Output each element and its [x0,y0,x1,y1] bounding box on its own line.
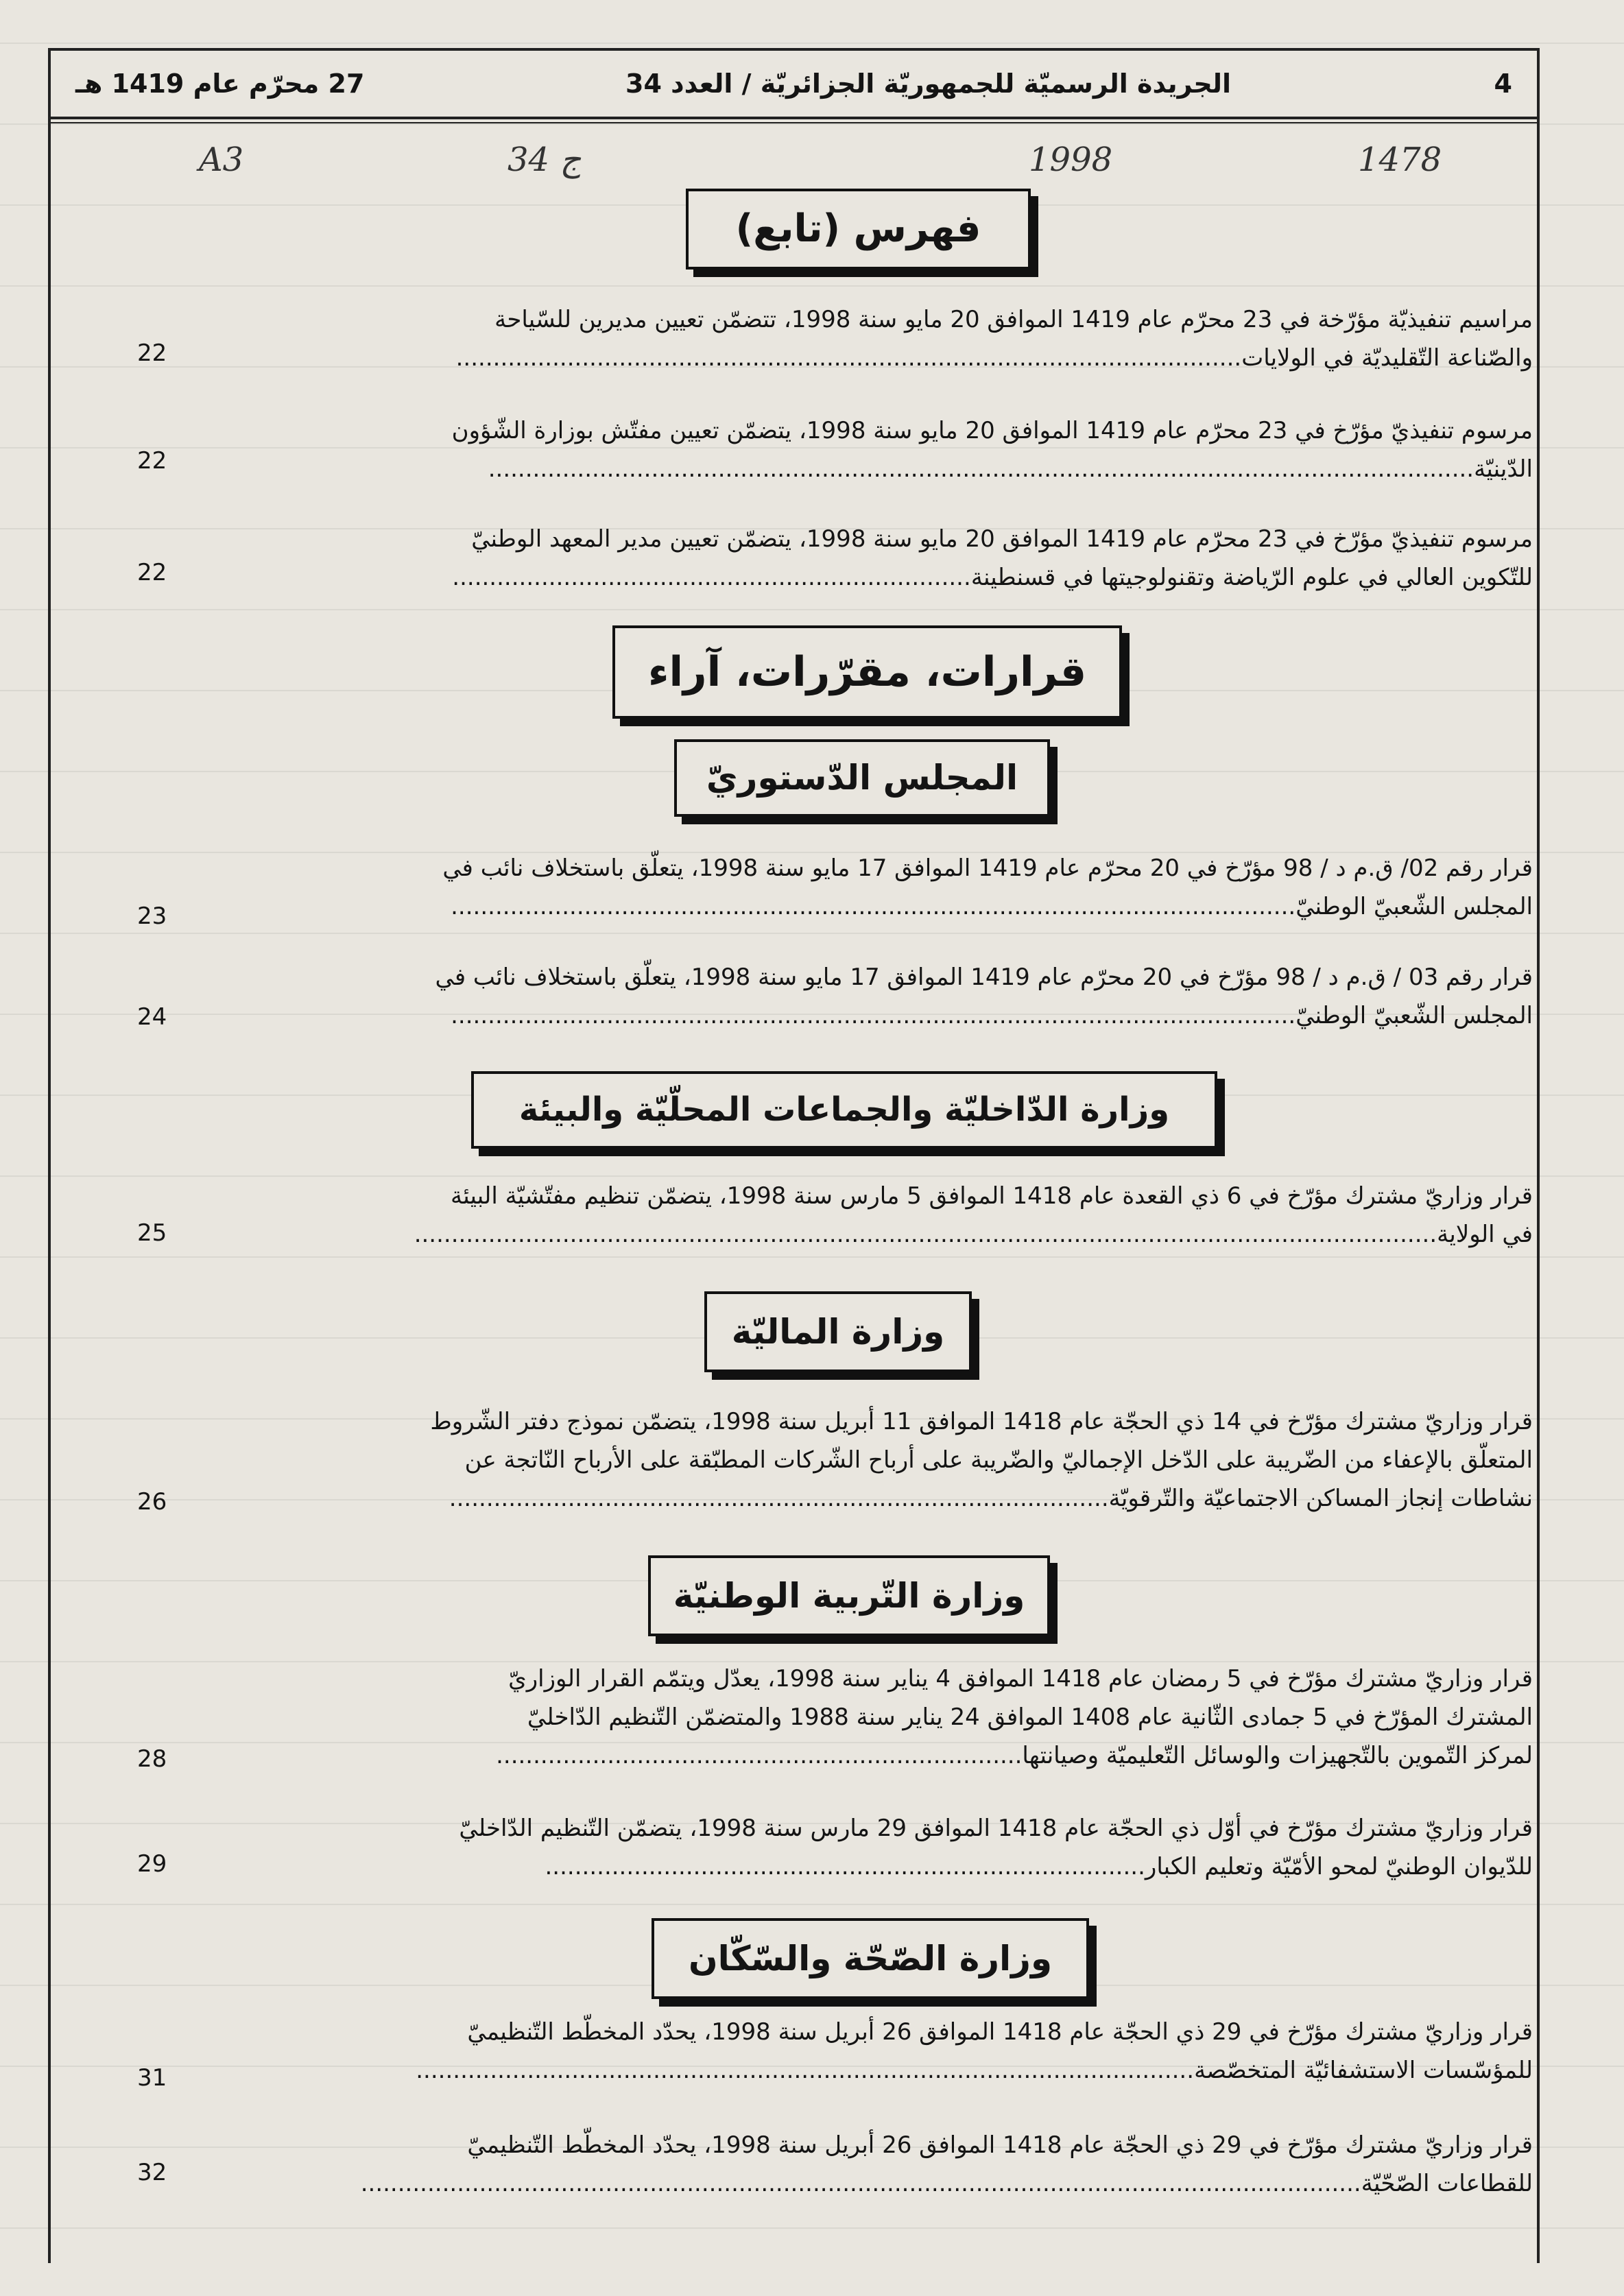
index-entry: قرار وزاريّ مشترك مؤرّخ في 14 ذي الحجّة عام 1418 الموافق 11 أبريل سنة 1998، يتضمّن نموذج دفتر الشّروط المتعلّق بالإعفاء من الضّريبة على الدّخل الإجماليّ والضّريبة على أرباح الشّركات المطبّقة على الأرباح النّاتجة عن نشاطات إنجاز المساكن الاجتماعيّة والتّرقويّة......................................................................................... [430,1408,1533,1512]
index-title: فهرس (تابع) [686,189,1031,270]
entry-page: 29 [137,1850,167,1878]
entry-page: 22 [137,339,167,367]
index-entry: قرار رقم 03 / ق.م د / 98 مؤرّخ في 20 محرّم عام 1419 الموافق 17 مايو سنة 1998، يتعلّق باستخلاف نائب في المجلس الشّعبيّ الوطنيّ.................................................................................................................. [435,964,1533,1029]
education-ministry-title: وزارة التّربية الوطنيّة [648,1555,1050,1636]
entry-page: 28 [137,1745,167,1773]
index-entry: قرار وزاريّ مشترك مؤرّخ في 29 ذي الحجّة عام 1418 الموافق 26 أبريل سنة 1998، يحدّد المخطّط التّنظيميّ للقطاعات الصّحّيّة....................................................................................................................................... [360,2131,1533,2197]
entry-page: 22 [137,559,167,586]
handwritten-note-1: 1478 [1358,141,1442,179]
handwritten-note-3: 34 ج [508,141,582,179]
entry-page: 32 [137,2159,167,2186]
page-number: 4 [1494,69,1512,99]
interior-ministry-title: وزارة الدّاخليّة والجماعات المحلّيّة والبيئة [471,1071,1217,1149]
index-entry: مرسوم تنفيذيّ مؤرّخ في 23 محرّم عام 1419 الموافق 20 مايو سنة 1998، يتضمّن تعيين مفتّش بوزارة الشّؤون الدّينيّة..................................................................................................................................... [451,417,1533,483]
index-entry: قرار وزاريّ مشترك مؤرّخ في 29 ذي الحجّة عام 1418 الموافق 26 أبريل سنة 1998، يحدّد المخطّط التّنظيميّ للمؤسّسات الاستشفائيّة المتخصّصة......................................................................................................... [416,2018,1533,2084]
header-rule [48,117,1540,119]
index-entry: مرسوم تنفيذيّ مؤرّخ في 23 محرّم عام 1419 الموافق 20 مايو سنة 1998، يتضمّن تعيين مدير المعهد الوطنيّ للتّكوين العالي في علوم الرّياضة وتقنولوجيتها في قسنطينة...................................................................... [452,525,1533,591]
entry-page: 22 [137,447,167,475]
finance-ministry-title: وزارة الماليّة [704,1291,972,1372]
entry-page: 31 [137,2064,167,2092]
entry-page: 25 [137,1219,167,1247]
constitutional-council-title: المجلس الدّستوريّ [674,739,1050,817]
running-header [48,62,1540,110]
entry-page: 26 [137,1488,167,1516]
index-entry: قرار وزاريّ مشترك مؤرّخ في 6 ذي القعدة عام 1418 الموافق 5 مارس سنة 1998، يتضمّن تنظيم مفتّشيّة البيئة في الولاية.......................................................................................................................................... [414,1182,1533,1248]
index-entry: قرار رقم 02/ ق.م د / 98 مؤرّخ في 20 محرّم عام 1419 الموافق 17 مايو سنة 1998، يتعلّق باستخلاف نائب في المجلس الشّعبيّ الوطنيّ.................................................................................................................. [442,854,1533,920]
entry-page: 24 [137,1003,167,1031]
issue-date: 27 محرّم عام 1419 هـ [75,69,365,99]
index-entry: قرار وزاريّ مشترك مؤرّخ في 5 رمضان عام 1418 الموافق 4 يناير سنة 1998، يعدّل ويتمّم القرار الوزاريّ المشترك المؤرّخ في 5 جمادى الثّانية عام 1408 الموافق 24 يناير سنة 1988 والمتضمّن التّنظيم الدّاخليّ لمركز التّموين بالتّجهيزات والوسائل التّعليميّة وصيانتها....................................................................... [496,1665,1533,1769]
gazette-title: الجريدة الرسميّة للجمهوريّة الجزائريّة / العدد 34 [625,69,1231,99]
header-rule-thin [48,122,1540,123]
entry-page: 23 [137,902,167,930]
handwritten-note-4: A3 [199,141,244,179]
handwritten-note-2: 1998 [1029,141,1113,179]
health-ministry-title: وزارة الصّحّة والسّكّان [652,1918,1089,1999]
decisions-title: قرارات، مقرّرات، آراء [612,625,1122,719]
index-entry: مراسيم تنفيذيّة مؤرّخة في 23 محرّم عام 1419 الموافق 20 مايو سنة 1998، تتضمّن تعيين مديرين للسّياحة والصّناعة التّقليديّة في الولايات.......................................................................................................... [455,306,1533,372]
index-entry: قرار وزاريّ مشترك مؤرّخ في أوّل ذي الحجّة عام 1418 الموافق 29 مارس سنة 1998، يتضمّن التّنظيم الدّاخليّ للدّيوان الوطنيّ لمحو الأمّيّة وتعليم الكبار................................................................................. [459,1815,1533,1880]
